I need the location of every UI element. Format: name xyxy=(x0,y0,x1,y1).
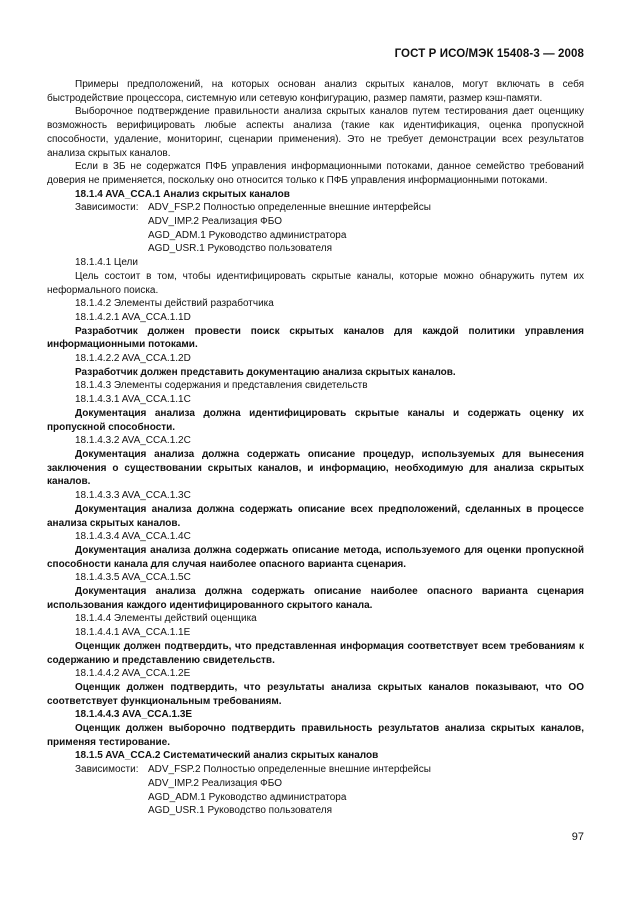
dependency-row xyxy=(47,804,584,818)
dependency-row xyxy=(47,229,584,243)
element-id: 18.1.4.3.4 AVA_CCA.1.4C xyxy=(75,531,191,543)
dependency-item: AGD_USR.1 Руководство пользователя xyxy=(148,243,333,255)
requirement-text: Оценщик должен подтвердить, что представленная информация соответствует всем требованиям к содержанию и представлению свидетельств. xyxy=(47,640,584,666)
section-heading-cca2: 18.1.5 AVA_CCA.2 Систематический анализ скрытых каналов xyxy=(75,750,379,762)
element-id: 18.1.4.2.1 AVA_CCA.1.1D xyxy=(75,311,191,323)
subheading-goals: 18.1.4.1 Цели xyxy=(75,257,138,269)
paragraph-applicability: Если в ЗБ не содержатся ПФБ управления информационными потоками, данное семейство требований доверия не применяется, поскольку оно относится только к ПФБ управления информационными потоками. xyxy=(47,161,584,186)
paragraph-testing: Выборочное подтверждение правильности анализа скрытых каналов путем тестирования дает оценщику возможность верифицировать любые аспекты анализа (такие как идентификация, оценка пропускной способности, удаление, мониторинг, сценарии применения). Это не требует демонстрации всех результатов анализа скрытых каналов. xyxy=(47,106,584,159)
dependencies-label: Зависимости: xyxy=(75,202,139,214)
dependency-item: ADV_IMP.2 Реализация ФБО xyxy=(148,777,282,789)
subheading-evaluator-actions: 18.1.4.4 Элементы действий оценщика xyxy=(75,613,257,625)
dependency-item: AGD_ADM.1 Руководство администратора xyxy=(148,791,347,803)
requirement-text: Документация анализа должна содержать описание наиболее опасного варианта сценария использования каждого идентифицированного скрытого канала. xyxy=(47,586,584,611)
dependency-item: AGD_ADM.1 Руководство администратора xyxy=(148,229,347,241)
requirement-text: Документация анализа должна идентифицировать скрытые каналы и содержать оценку их пропускной способности. xyxy=(47,407,584,433)
paragraph-assumptions: Примеры предположений, на которых основан анализ скрытых каналов, могут включать в себя быстродействие процессора, системную или сетевую конфигурацию, размер памяти, размер кэш-памяти. xyxy=(47,79,584,104)
element-id: 18.1.4.2.2 AVA_CCA.1.2D xyxy=(75,353,191,365)
section-heading-cca1: 18.1.4 AVA_CCA.1 Анализ скрытых каналов xyxy=(75,188,290,200)
requirement-text: Разработчик должен провести поиск скрытых каналов для каждой политики управления информационными потоками. xyxy=(47,325,584,351)
dependency-item: ADV_IMP.2 Реализация ФБО xyxy=(148,216,282,228)
paragraph-goals: Цель состоит в том, чтобы идентифицировать скрытые каналы, которые можно обнаружить путем их неформального поиска. xyxy=(47,270,584,296)
element-id: 18.1.4.3.2 AVA_CCA.1.2C xyxy=(75,435,191,447)
requirement-text: Документация анализа должна содержать описание метода, используемого для оценки пропускной способности канала для случая наиболее опасного варианта сценария. xyxy=(47,544,584,570)
requirement-text: Разработчик должен представить документацию анализа скрытых каналов. xyxy=(75,366,456,378)
requirement-text: Документация анализа должна содержать описание процедур, используемых для вынесения заключения о существовании скрытых каналов, и информацию, необходимую для анализа скрытых каналов. xyxy=(47,448,584,488)
dependency-item: AGD_USR.1 Руководство пользователя xyxy=(148,805,333,817)
element-id: 18.1.4.4.2 AVA_CCA.1.2E xyxy=(75,668,191,680)
element-id: 18.1.4.3.1 AVA_CCA.1.1C xyxy=(75,394,191,406)
element-id: 18.1.4.3.3 AVA_CCA.1.3C xyxy=(75,490,191,502)
dependency-row xyxy=(47,242,584,256)
dependency-row xyxy=(47,791,584,805)
requirement-text: Документация анализа должна содержать описание всех предположений, сделанных в процессе анализа скрытых каналов. xyxy=(47,503,584,529)
dependency-row xyxy=(47,777,584,791)
element-id: 18.1.4.3.5 AVA_CCA.1.5C xyxy=(75,572,191,584)
page-number: 97 xyxy=(571,831,584,843)
requirement-text: Оценщик должен выборочно подтвердить правильность результатов анализа скрытых каналов, применяя тестирование. xyxy=(47,723,584,748)
subheading-developer-actions: 18.1.4.2 Элементы действий разработчика xyxy=(75,298,274,310)
dependency-row xyxy=(47,201,584,215)
dependency-row xyxy=(47,215,584,229)
dependency-item: ADV_FSP.2 Полностью определенные внешние интерфейсы xyxy=(148,202,431,214)
page-header: ГОСТ Р ИСО/МЭК 15408-3 — 2008 xyxy=(394,48,584,60)
dependency-row xyxy=(47,763,584,777)
requirement-text: Оценщик должен подтвердить, что результаты анализа скрытых каналов показывают, что ОО соответствует функциональным требованиям. xyxy=(47,681,584,707)
dependencies-label: Зависимости: xyxy=(75,764,139,776)
document-body xyxy=(47,78,584,818)
dependency-item: ADV_FSP.2 Полностью определенные внешние интерфейсы xyxy=(148,764,431,776)
element-id: 18.1.4.4.3 AVA_CCA.1.3E xyxy=(75,709,193,721)
element-id: 18.1.4.4.1 AVA_CCA.1.1E xyxy=(75,627,191,639)
subheading-content-elements: 18.1.4.3 Элементы содержания и представления свидетельств xyxy=(75,380,368,392)
